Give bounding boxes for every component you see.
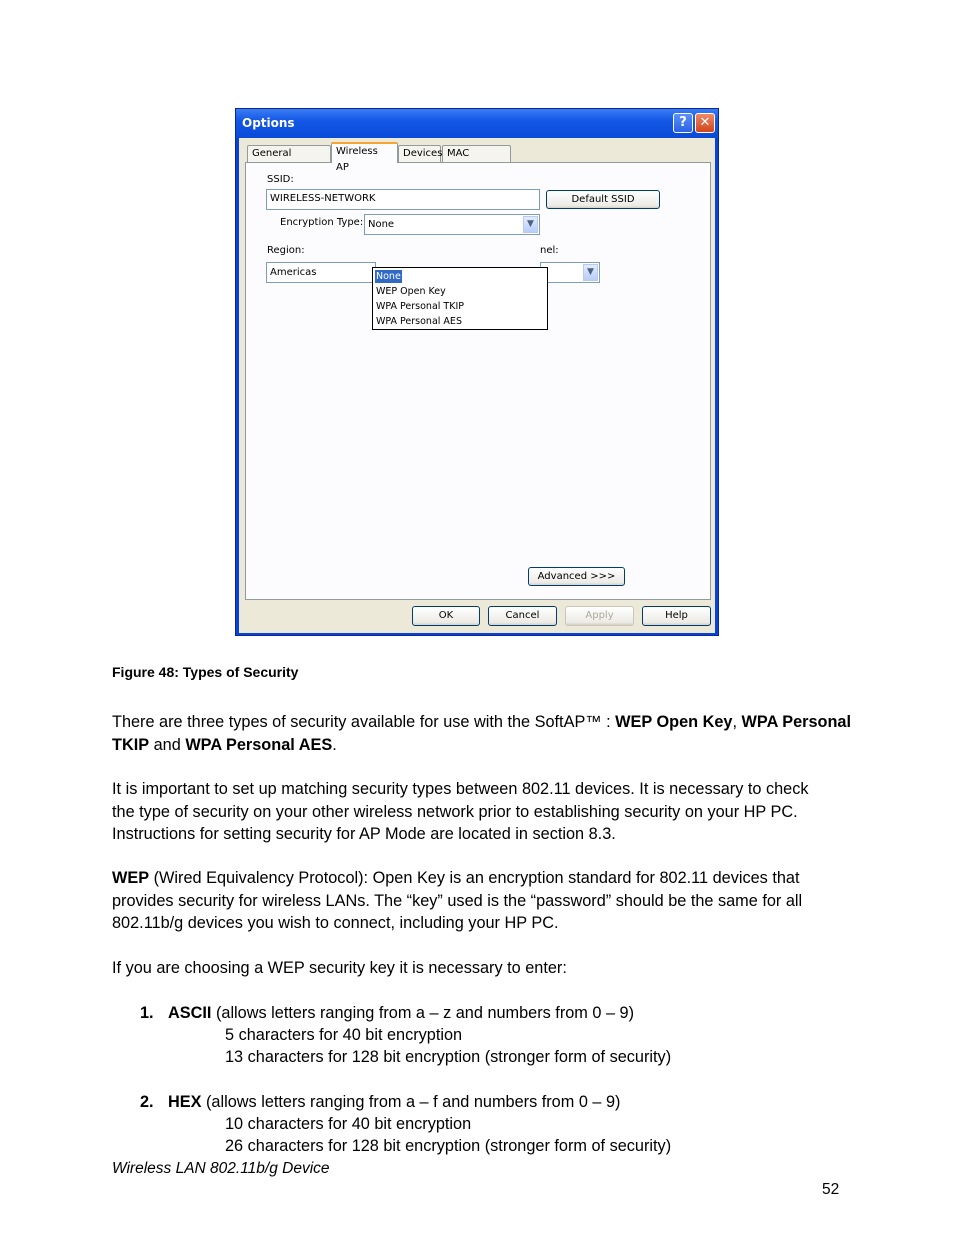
ssid-input[interactable]: WIRELESS-NETWORK xyxy=(266,189,540,210)
list-subline: 5 characters for 40 bit encryption xyxy=(225,1026,463,1044)
wep-paragraph xyxy=(112,867,852,935)
list-item-ascii xyxy=(140,1002,634,1025)
tab-general-settings[interactable]: General xyxy=(247,145,331,162)
encryption-type-dropdown-list xyxy=(372,267,548,330)
encryption-option-none[interactable]: None xyxy=(376,271,401,282)
close-icon[interactable]: ✕ xyxy=(695,113,715,133)
default-ssid-button[interactable]: Default SSID xyxy=(546,190,660,209)
list-term: HEX xyxy=(168,1093,202,1111)
intro-paragraph xyxy=(112,711,852,756)
wep-term: WEP xyxy=(112,869,150,887)
encryption-type-label: Encryption Type: xyxy=(280,217,364,228)
security-type-tkip: WPA Personal TKIP xyxy=(112,713,852,754)
cancel-button[interactable]: Cancel xyxy=(488,606,557,626)
page-number: 52 xyxy=(822,1181,840,1198)
chevron-down-icon[interactable]: ▼ xyxy=(523,216,538,233)
encryption-type-value: None xyxy=(368,219,395,230)
wep-key-intro: If you are choosing a WEP security key it is necessary to enter: xyxy=(112,959,567,977)
paragraph-line: the type of security on your other wireless network prior to establishing security on your HP PC. xyxy=(112,802,798,821)
paragraph-line: provides security for wireless LANs. The “key” used is the “password” should be the same for all xyxy=(112,891,803,910)
chevron-down-icon[interactable]: ▼ xyxy=(583,264,598,281)
ok-button[interactable]: OK xyxy=(412,606,480,626)
intro-text: There are three types of security available for use with the SoftAP™ : xyxy=(112,713,616,731)
advanced-button[interactable]: Advanced >>> xyxy=(528,567,625,586)
page-footer: Wireless LAN 802.11b/g Device xyxy=(112,1160,330,1177)
region-select[interactable]: Americas xyxy=(266,262,376,283)
list-description: (allows letters ranging from a – f and numbers from 0 – 9) xyxy=(201,1093,621,1111)
security-type-wep: WEP Open Key xyxy=(615,713,733,731)
list-subline: 10 characters for 40 bit encryption xyxy=(225,1115,472,1133)
dialog-client xyxy=(239,138,715,633)
intro-end: . xyxy=(332,735,337,754)
security-type-aes: WPA Personal AES xyxy=(185,735,333,754)
region-label: Region: xyxy=(267,245,305,256)
help-icon[interactable]: ? xyxy=(673,113,693,133)
paragraph-line: (Wired Equivalency Protocol): Open Key is an encryption standard for 802.11 devices that xyxy=(149,869,800,887)
help-button[interactable]: Help xyxy=(642,606,711,626)
encryption-option-wpa-personal-tkip[interactable]: WPA Personal TKIP xyxy=(376,301,465,312)
figure-caption: Figure 48: Types of Security xyxy=(112,664,299,680)
encryption-option-wpa-personal-aes[interactable]: WPA Personal AES xyxy=(376,316,462,327)
paragraph-line: 802.11b/g devices you wish to connect, including your HP PC. xyxy=(112,914,559,932)
dialog-titlebar xyxy=(236,109,718,138)
list-number: 1. xyxy=(140,1004,154,1022)
matching-paragraph xyxy=(112,778,852,846)
list-subline: 26 characters for 128 bit encryption (stronger form of security) xyxy=(225,1137,672,1155)
paragraph-line: It is important to set up matching security types between 802.11 devices. It is necessary to check xyxy=(112,780,809,798)
list-subline: 13 characters for 128 bit encryption (stronger form of security) xyxy=(225,1048,672,1066)
options-dialog xyxy=(235,108,719,636)
channel-label: nel: xyxy=(540,245,559,256)
tab-devices[interactable]: Devices xyxy=(398,145,441,162)
encryption-option-wep-open-key[interactable]: WEP Open Key xyxy=(376,286,446,297)
apply-button: Apply xyxy=(565,606,634,626)
list-number: 2. xyxy=(140,1093,154,1111)
wireless-ap-panel xyxy=(245,162,711,600)
tab-wireless-ap[interactable]: Wireless AP xyxy=(331,142,398,163)
dialog-title: Options xyxy=(242,116,295,130)
paragraph-line: Instructions for setting security for AP Mode are located in section 8.3. xyxy=(112,825,616,843)
encryption-type-select[interactable] xyxy=(364,214,540,235)
ssid-label: SSID: xyxy=(267,174,294,185)
tab-mac-filtering[interactable]: MAC xyxy=(442,145,511,162)
intro-separator: and xyxy=(149,735,186,754)
channel-select[interactable] xyxy=(540,262,600,283)
list-term: ASCII xyxy=(168,1004,212,1022)
list-description: (allows letters ranging from a – z and numbers from 0 – 9) xyxy=(211,1004,635,1022)
list-item-hex xyxy=(140,1091,620,1114)
intro-separator: , xyxy=(732,713,742,731)
